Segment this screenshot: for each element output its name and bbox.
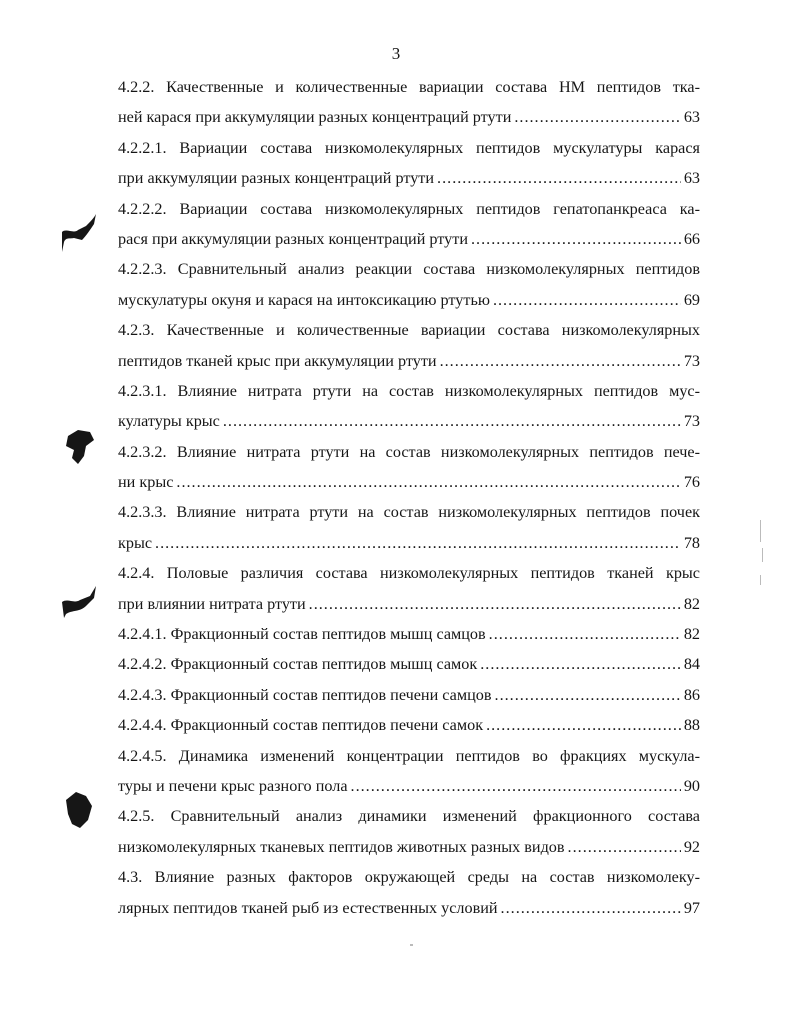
toc-entry-text-line: рася при аккумуляции разных концентраций ртути (118, 229, 468, 248)
table-of-contents (118, 72, 700, 923)
dot-leader (309, 589, 681, 619)
toc-entry-last-line (118, 832, 700, 862)
toc-entry-last-line (118, 346, 700, 376)
dot-leader (351, 771, 681, 801)
toc-entry (118, 497, 700, 558)
toc-entry-page-number: 90 (683, 776, 700, 795)
ink-smudge-mark (60, 584, 100, 620)
toc-entry-page-number: 73 (683, 351, 700, 370)
dot-leader (568, 832, 681, 862)
toc-entry-text-line: ни крыс (118, 473, 174, 492)
toc-entry-text-line: пептидов тканей крыс при аккумуляции ртути (118, 351, 437, 370)
toc-entry-text-line: 4.2.2.1. Вариации состава низкомолекулярных пептидов мускулатуры карася (118, 138, 700, 157)
dot-leader (480, 649, 681, 679)
toc-entry-text-line: при влиянии нитрата ртути (118, 594, 306, 613)
toc-entry-text-line: 4.2.5. Сравнительный анализ динамики изменений фракционного состава (118, 807, 700, 826)
dot-leader (493, 285, 681, 315)
toc-entry-text-line: крыс (118, 533, 153, 552)
toc-entry-text-line: 4.2.4.4. Фракционный состав пептидов печени самок (118, 716, 484, 735)
toc-entry (118, 72, 700, 133)
toc-entry-page-number: 86 (683, 685, 700, 704)
toc-entry (118, 194, 700, 255)
toc-entry (118, 649, 700, 679)
ink-smudge-mark (62, 790, 94, 830)
toc-entry-last-line (118, 771, 700, 801)
toc-entry-page-number: 69 (683, 290, 700, 309)
ink-smudge-mark (62, 428, 96, 466)
toc-entry-text-line: лярных пептидов тканей рыб из естественных условий (118, 898, 498, 917)
toc-entry-last-line (118, 467, 700, 497)
toc-entry-page-number: 66 (683, 229, 700, 248)
toc-entry-last-line (118, 285, 700, 315)
toc-entry-text-line: 4.2.4.5. Динамика изменений концентрации пептидов во фракциях мускула- (118, 746, 700, 765)
scan-speck (410, 944, 413, 946)
toc-entry-last-line (118, 589, 700, 619)
scan-speck (762, 548, 763, 562)
toc-entry-last-line (118, 649, 700, 679)
toc-entry-page-number: 97 (683, 898, 700, 917)
toc-entry-text-line: 4.2.2.3. Сравнительный анализ реакции состава низкомолекулярных пептидов (118, 260, 700, 279)
dot-leader (501, 893, 681, 923)
toc-entry-page-number: 82 (683, 625, 700, 644)
toc-entry-page-number: 63 (683, 108, 700, 127)
toc-entry (118, 437, 700, 498)
dot-leader (176, 467, 680, 497)
dot-leader (495, 680, 681, 710)
toc-entry (118, 741, 700, 802)
toc-entry-text-line: туры и печени крыс разного пола (118, 776, 348, 795)
toc-entry-text-line: 4.2.4.3. Фракционный состав пептидов печени самцов (118, 685, 492, 704)
toc-entry-last-line (118, 528, 700, 558)
toc-entry-last-line (118, 619, 700, 649)
toc-entry-page-number: 88 (683, 716, 700, 735)
toc-entry-last-line (118, 710, 700, 740)
toc-entry-text-line: кулатуры крыс (118, 412, 220, 431)
toc-entry-page-number: 63 (683, 169, 700, 188)
toc-entry-text-line: 4.2.3. Качественные и количественные вариации состава низкомолекулярных (118, 321, 700, 340)
toc-entry-text-line: 4.2.4.1. Фракционный состав пептидов мышц самцов (118, 625, 486, 644)
toc-entry-page-number: 84 (683, 655, 700, 674)
toc-entry-text-line: мускулатуры окуня и карася на интоксикацию ртутью (118, 290, 490, 309)
dot-leader (440, 346, 681, 376)
toc-entry-page-number: 76 (683, 473, 700, 492)
toc-entry (118, 558, 700, 619)
toc-entry-text-line: 4.2.2.2. Вариации состава низкомолекулярных пептидов гепатопанкреаса ка- (118, 199, 700, 218)
scan-speck (760, 575, 761, 585)
page-number: 3 (391, 44, 401, 63)
toc-entry-last-line (118, 163, 700, 193)
toc-entry (118, 254, 700, 315)
dot-leader (437, 163, 681, 193)
toc-entry-text-line: 4.2.3.1. Влияние нитрата ртути на состав низкомолекулярных пептидов мус- (118, 381, 700, 400)
toc-entry-text-line: 4.2.3.3. Влияние нитрата ртути на состав низкомолекулярных пептидов почек (118, 503, 700, 522)
toc-entry (118, 862, 700, 923)
toc-entry-text-line: ней карася при аккумуляции разных концентраций ртути (118, 108, 512, 127)
toc-entry-text-line: 4.2.4.2. Фракционный состав пептидов мышц самок (118, 655, 478, 674)
toc-entry (118, 315, 700, 376)
dot-leader (486, 710, 681, 740)
dot-leader (489, 619, 681, 649)
toc-entry-text-line: низкомолекулярных тканевых пептидов животных разных видов (118, 837, 565, 856)
toc-entry (118, 710, 700, 740)
toc-entry-text-line: 4.3. Влияние разных факторов окружающей среды на состав низкомолеку- (118, 868, 700, 887)
toc-entry-text-line: при аккумуляции разных концентраций ртути (118, 169, 435, 188)
toc-entry (118, 133, 700, 194)
toc-entry-text-line: 4.2.3.2. Влияние нитрата ртути на состав низкомолекулярных пептидов пече- (118, 442, 700, 461)
toc-entry (118, 680, 700, 710)
toc-entry-last-line (118, 680, 700, 710)
toc-entry-text-line: 4.2.4. Половые различия состава низкомолекулярных пептидов тканей крыс (118, 564, 700, 583)
toc-entry-page-number: 78 (683, 533, 700, 552)
toc-entry-text-line: 4.2.2. Качественные и количественные вариации состава НМ пептидов тка- (118, 78, 700, 96)
toc-entry (118, 619, 700, 649)
toc-entry-page-number: 73 (683, 412, 700, 431)
toc-entry-last-line (118, 893, 700, 923)
toc-entry-page-number: 82 (683, 594, 700, 613)
dot-leader (471, 224, 681, 254)
toc-entry-last-line (118, 406, 700, 436)
toc-entry (118, 801, 700, 862)
scan-speck (760, 520, 761, 542)
dot-leader (223, 406, 681, 436)
toc-entry (118, 376, 700, 437)
toc-entry-page-number: 92 (683, 837, 700, 856)
dot-leader (155, 528, 681, 558)
ink-smudge-mark (60, 212, 98, 254)
dot-leader (514, 102, 680, 132)
toc-entry-last-line (118, 102, 700, 132)
toc-entry-last-line (118, 224, 700, 254)
